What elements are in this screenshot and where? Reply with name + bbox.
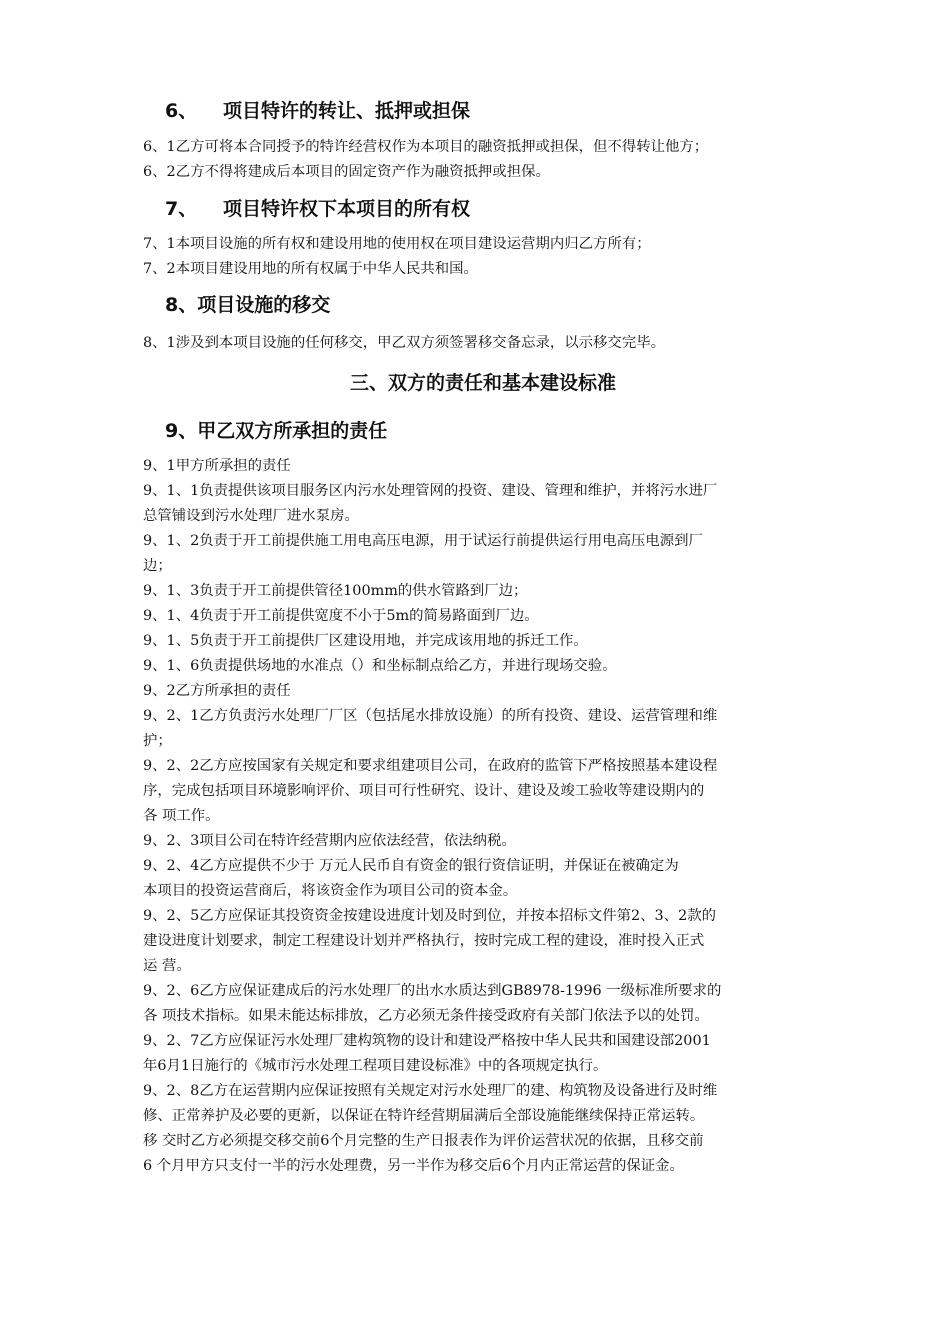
clause-9-1: 9、1甲方所承担的责任: [143, 458, 291, 474]
section-6: [143, 98, 823, 185]
clause-9-1-3: 9、1、3负责于开工前提供管径100mm的供水管路到厂边；: [143, 583, 528, 599]
section-8-title: 项目设施的移交: [197, 294, 331, 316]
clause-9-1-1-cont: 总管铺设到污水处理厂进水泵房。: [143, 508, 359, 524]
section-6-title: 项目特许的转让、抵押或担保: [223, 100, 471, 122]
section-9-heading: [143, 418, 823, 444]
section-7: [143, 196, 823, 282]
clause-9-1-4: 9、1、4负责于开工前提供宽度不小于5m的简易路面到厂边。: [143, 608, 539, 624]
clause-9-2-6: 9、2、6乙方应保证建成后的污水处理厂的出水水质达到GB8978-1996 一级标准所要求的: [143, 983, 722, 999]
section-8: [143, 292, 823, 356]
clause-9-2-6-cont: 各 项技术指标。如果未能达标排放，乙方必须无条件接受政府有关部门依法予以的处罚。: [143, 1008, 709, 1024]
section-7-title: 项目特许权下本项目的所有权: [223, 198, 471, 220]
clause-9-2-8-cont: 6 个月甲方只支付一半的污水处理费，另一半作为移交后6个月内正常运营的保证金。: [143, 1158, 684, 1174]
clause-9-2-2: 9、2、2乙方应按国家有关规定和要求组建项目公司，在政府的监管下严格按照基本建设程: [143, 758, 718, 774]
section-9-title: 甲乙双方所承担的责任: [197, 420, 388, 442]
clause-9-2-7: 9、2、7乙方应保证污水处理厂建构筑物的设计和建设严格按中华人民共和国建设部2001: [143, 1033, 711, 1049]
clause-9-1-2-cont: 边；: [143, 558, 172, 574]
section-7-number: 7、: [165, 198, 198, 220]
clause-9-2-8: 9、2、8乙方在运营期内应保证按照有关规定对污水处理厂的建、构筑物及设备进行及时维: [143, 1083, 718, 1099]
section-9: [143, 418, 823, 1179]
clause-9-2-2-cont: 序，完成包括项目环境影响评价、项目可行性研究、设计、建设及竣工验收等建设期内的: [143, 783, 705, 799]
clause-9-2-1-cont: 护；: [143, 733, 172, 749]
clause-9-2-5: 9、2、5乙方应保证其投资资金按建设进度计划及时到位，并按本招标文件第2、3、2款的: [143, 908, 716, 924]
clause-9-2-4-cont: 本项目的投资运营商后，将该资金作为项目公司的资本金。: [143, 883, 518, 899]
clause-9-2-8-cont: 修、正常养护及必要的更新，以保证在特许经营期届满后全部设施能继续保持正常运转。: [143, 1108, 705, 1124]
clause-9-2-8-cont: 移 交时乙方必须提交移交前6个月完整的生产日报表作为评价运营状况的依据，且移交前: [143, 1133, 704, 1149]
clause-9-1-1: 9、1、1负责提供该项目服务区内污水处理管网的投资、建设、管理和维护，并将污水进厂: [143, 483, 718, 499]
clause-9-1-2: 9、1、2负责于开工前提供施工用电高压电源，用于试运行前提供运行用电高压电源到厂: [143, 533, 703, 549]
clause-7-2: 7、2本项目建设用地的所有权属于中华人民共和国。: [143, 261, 478, 277]
section-6-heading: [143, 98, 823, 124]
clause-7-1: 7、1本项目设施的所有权和建设用地的使用权在项目建设运营期内归乙方所有；: [143, 236, 651, 252]
clause-9-2-5-cont: 建设进度计划要求，制定工程建设计划并严格执行，按时完成工程的建设，准时投入正式: [143, 933, 705, 949]
clause-9-2-4: 9、2、4乙方应提供不少于 万元人民币自有资金的银行资信证明，并保证在被确定为: [143, 858, 679, 874]
section-6-number: 6、: [165, 100, 198, 122]
section-7-heading: [143, 196, 823, 222]
part-three-title: 三、双方的责任和基本建设标准: [349, 372, 616, 394]
section-8-number: 8、: [165, 294, 198, 316]
clause-9-2-7-cont: 年6月1日施行的《城市污水处理工程项目建设标准》中的各项规定执行。: [143, 1058, 608, 1074]
part-three: [143, 370, 823, 396]
clause-9-2-5-cont: 运 营。: [143, 958, 191, 974]
clause-9-1-6: 9、1、6负责提供场地的水准点（）和坐标制点给乙方，并进行现场交验。: [143, 658, 617, 674]
clause-8-1: 8、1涉及到本项目设施的任何移交，甲乙双方须签署移交备忘录，以示移交完毕。: [143, 335, 665, 351]
clause-9-2-1: 9、2、1乙方负责污水处理厂厂区（包括尾水排放设施）的所有投资、建设、运营管理和维: [143, 708, 718, 724]
clause-9-1-5: 9、1、5负责于开工前提供厂区建设用地，并完成该用地的拆迁工作。: [143, 633, 588, 649]
clause-9-2-2-cont: 各 项工作。: [143, 808, 220, 824]
section-8-heading: [143, 292, 823, 318]
clause-6-1: 6、1乙方可将本合同授予的特许经营权作为本项目的融资抵押或担保，但不得转让他方；: [143, 139, 709, 155]
section-9-number: 9、: [165, 420, 198, 442]
clause-6-2: 6、2乙方不得将建成后本项目的固定资产作为融资抵押或担保。: [143, 164, 550, 180]
clause-9-2-3: 9、2、3项目公司在特许经营期内应依法经营，依法纳税。: [143, 833, 516, 849]
clause-9-2: 9、2乙方所承担的责任: [143, 683, 291, 699]
